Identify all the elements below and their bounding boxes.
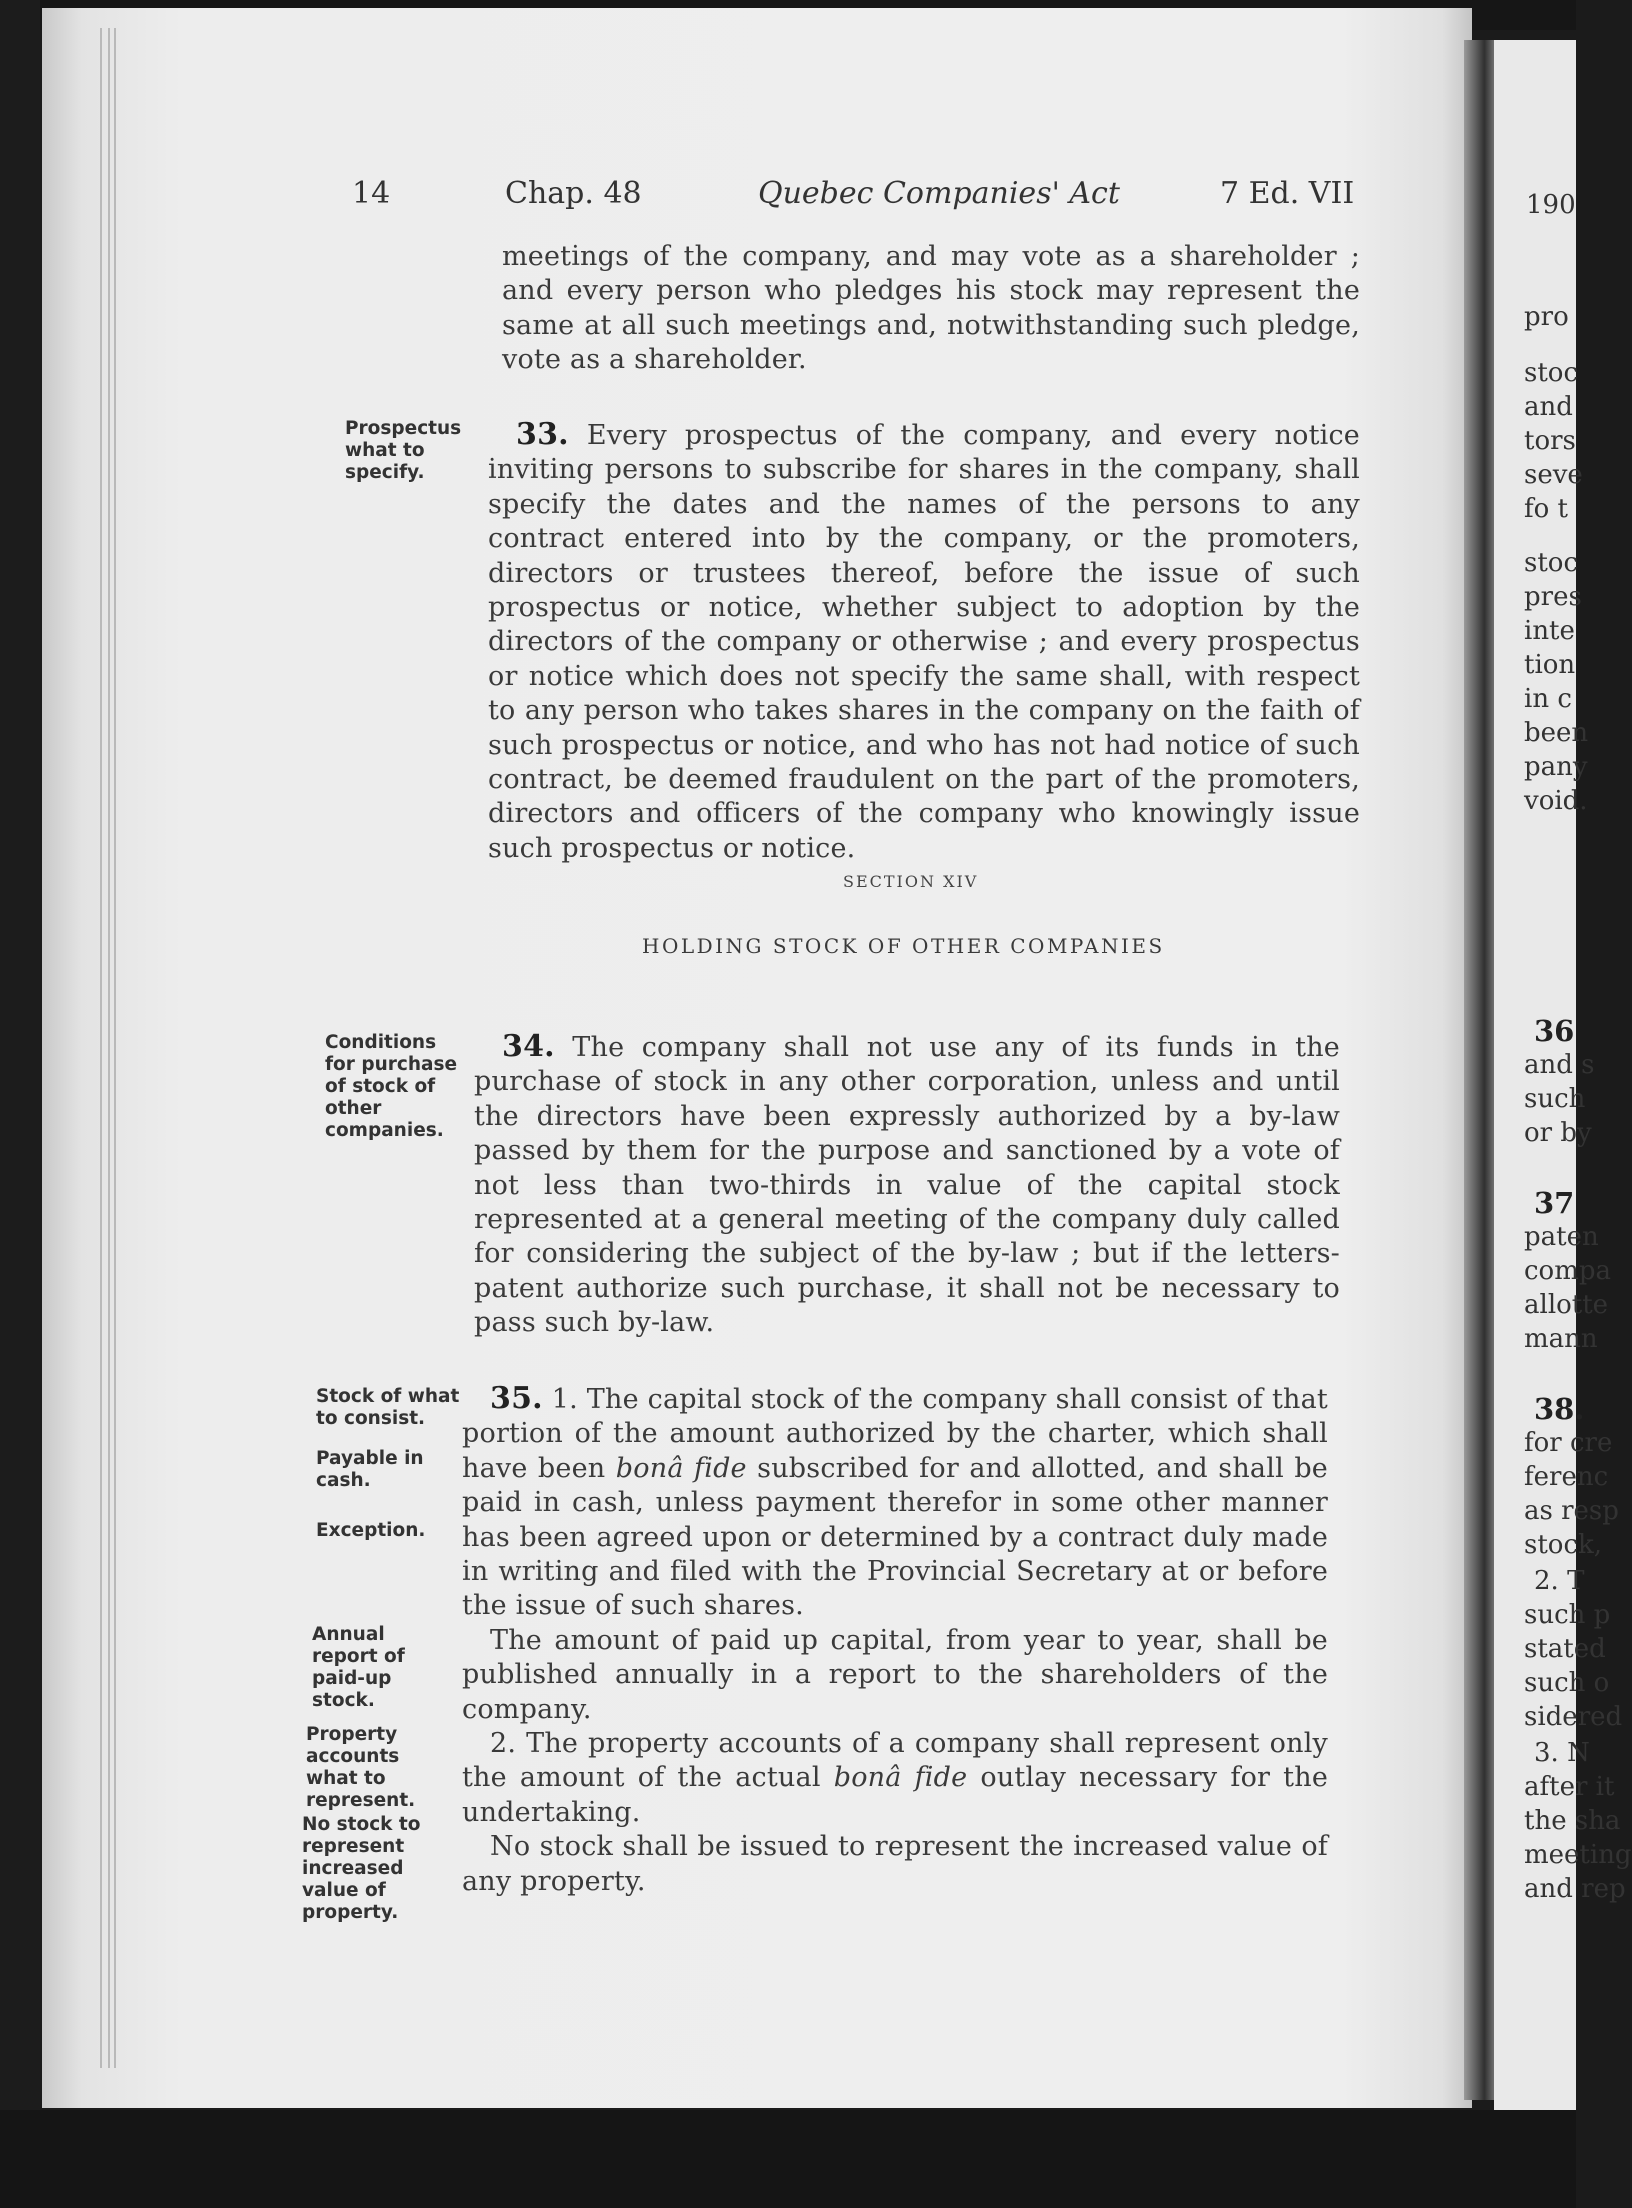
facing-line: compa	[1524, 1256, 1612, 1286]
subsection-number: 1.	[551, 1384, 578, 1415]
italic-term: bonâ fide	[615, 1452, 747, 1484]
section-35	[462, 1382, 1328, 1899]
section-text: Every prospectus of the company, and every notice inviting persons to subscribe for shares in the company, shall specify the dates and the names of the persons to any contract entered into by the company, or the promoters, directors or trustees thereof, before the issue of such prospectus or notice, whether subject to adoption by the directors of the company or otherwise ; and every prospectus or notice which does not specify the same shall, with respect to any person who takes shares in the company on the faith of such prospectus or notice, and who has not had notice of such contract, be deemed fraudulent on the part of the promoters, directors and officers of the company who knowingly issue such prospectus or notice.	[488, 420, 1360, 864]
margin-note-property-accounts: Property accounts what to represent.	[306, 1724, 416, 1811]
margin-note-payable: Payable in cash.	[316, 1448, 424, 1491]
section-number: 33.	[516, 417, 569, 452]
section-33	[488, 418, 1360, 866]
page-edge-line	[108, 28, 110, 2068]
facing-line: pany	[1524, 752, 1588, 782]
facing-line: such o	[1524, 1668, 1610, 1698]
section-text: outlay necessary for the undertaking.	[462, 1762, 1328, 1828]
facing-line: inte	[1524, 616, 1575, 646]
section-text: subscribed for and allotted, and shall be paid in cash, unless payment therefor in some other manner has been agreed upon or determined by a contract duly made in writing and filed with the Provincial Secretary at or before the issue of such shares.	[462, 1452, 1328, 1622]
section-34	[474, 1030, 1340, 1341]
facing-page	[1494, 40, 1632, 2110]
section-number: 34.	[502, 1029, 555, 1064]
section-title: HOLDING STOCK OF OTHER COMPANIES	[642, 934, 1165, 958]
facing-line: for cre	[1524, 1428, 1613, 1458]
section-text: The company shall not use any of its funds in the purchase of stock in any other corporation, unless and until the directors have been expressly authorized by a by-law passed by them for the purpose and sanctioned by a vote of not less than two-thirds in value of the capital stock represented at a general meeting of the company duly called for considering the subject of the by-law ; but if the letters-patent authorize such purchase, it shall not be necessary to pass such by-law.	[474, 1032, 1340, 1339]
facing-line: and s	[1524, 1050, 1595, 1080]
page-edge-line	[100, 28, 102, 2068]
facing-year: 190	[1526, 190, 1576, 220]
continuation-paragraph	[502, 240, 1360, 378]
facing-line: paten	[1524, 1222, 1599, 1252]
section-text: 2. The property accounts of a company shall represent only the amount of the actual	[462, 1728, 1328, 1794]
facing-line: tors	[1524, 426, 1576, 456]
page-number: 14	[352, 176, 391, 211]
scan-bottom-border	[0, 2110, 1576, 2208]
facing-line: after it	[1524, 1772, 1615, 1802]
facing-line: tion	[1524, 650, 1576, 680]
margin-note-exception: Exception.	[316, 1520, 426, 1541]
facing-line: 3. N	[1534, 1738, 1590, 1768]
facing-line: stoc	[1524, 358, 1579, 388]
facing-line: stoc	[1524, 548, 1579, 578]
margin-note-stock: Stock of what to consist.	[316, 1386, 460, 1429]
margin-note-prospectus: Prospectus what to specify.	[345, 418, 462, 483]
section-text: No stock shall be issued to represent the increased value of any property.	[462, 1831, 1328, 1897]
margin-note-no-stock: No stock to represent increased value of property.	[302, 1814, 421, 1923]
facing-line: sidered	[1524, 1702, 1623, 1732]
facing-line: been	[1524, 718, 1589, 748]
facing-line: such p	[1524, 1600, 1611, 1630]
facing-section-number: 36	[1534, 1014, 1575, 1048]
facing-line: and rep	[1524, 1874, 1626, 1904]
book-gutter	[1464, 40, 1498, 2100]
section-label: SECTION XIV	[843, 872, 979, 891]
facing-line: allotte	[1524, 1290, 1609, 1320]
facing-line: mann	[1524, 1324, 1598, 1354]
facing-section-number: 38.	[1534, 1392, 1585, 1426]
margin-note-conditions: Conditions for purchase of stock of other companies.	[325, 1032, 458, 1141]
facing-line: the sha	[1524, 1806, 1621, 1836]
facing-line: or by	[1524, 1118, 1592, 1148]
facing-line: stock,	[1524, 1530, 1603, 1560]
facing-line: pro	[1524, 302, 1569, 332]
continuation-text: meetings of the company, and may vote as a shareholder ; and every person who pledges his stock may represent the same at all such meetings and, notwithstanding such pledge, vote as a shareholder.	[502, 241, 1360, 376]
page-edge-line	[114, 28, 116, 2068]
chapter-label: Chap. 48	[505, 176, 642, 211]
facing-line: ferenc	[1524, 1462, 1609, 1492]
facing-line: pres	[1524, 582, 1582, 612]
section-text: The amount of paid up capital, from year to year, shall be published annually in a report to the shareholders of the company.	[462, 1624, 1328, 1725]
section-number: 35.	[490, 1381, 543, 1416]
facing-line: in c	[1524, 684, 1572, 714]
section-text: The capital stock of the company shall consist of that portion of the amount authorized by the charter, which shall have been	[462, 1384, 1328, 1484]
facing-line: fo t	[1524, 494, 1568, 524]
facing-line: void.	[1524, 786, 1588, 816]
facing-line: 2. T	[1534, 1566, 1585, 1596]
facing-line: seve	[1524, 460, 1583, 490]
facing-section-number: 37	[1534, 1186, 1575, 1220]
italic-term: bonâ fide	[833, 1762, 968, 1794]
scan-left-border	[0, 0, 40, 2208]
facing-line: meeting	[1524, 1840, 1632, 1870]
margin-note-annual-report: Annual report of paid-up stock.	[312, 1624, 405, 1711]
facing-line: such	[1524, 1084, 1586, 1114]
running-title: Quebec Companies' Act	[758, 176, 1120, 211]
facing-line: as resp	[1524, 1496, 1619, 1526]
regnal-year: 7 Ed. VII	[1220, 176, 1355, 211]
facing-line: and	[1524, 392, 1573, 422]
facing-line: stated	[1524, 1634, 1606, 1664]
